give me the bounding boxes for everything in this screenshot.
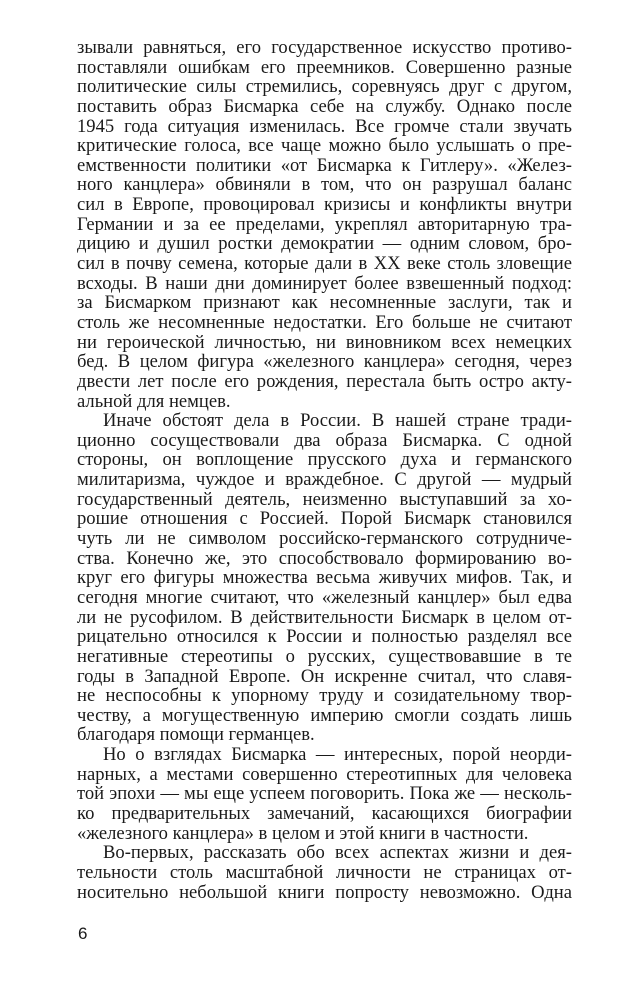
- text-line: тельности столь масштабной личности не страницах от-: [77, 861, 572, 883]
- text-line: поставляли ошибкам его преемников. Совершенно разные: [77, 56, 572, 78]
- text-line: Но о взглядах Бисмарка — интересных, порой неорди-: [103, 744, 572, 766]
- text-line: государственный деятель, неизменно выступавший за хо-: [77, 488, 572, 510]
- text-line: зывали равняться, его государственное искусство противо-: [77, 37, 572, 58]
- text-line: «железного канцлера» в целом и этой книги в частности.: [77, 822, 529, 844]
- text-line: ного канцлера» обвиняли в том, что он разрушал баланс: [77, 174, 572, 196]
- text-line: Во-первых, рассказать обо всех аспектах жизни и дея-: [103, 842, 572, 864]
- body-text: [77, 38, 572, 902]
- text-line: милитаризма, чуждое и враждебное. С другой — мудрый: [77, 469, 572, 491]
- text-line: двести лет после его рождения, перестала быть остро акту-: [77, 370, 572, 392]
- page-number: 6: [78, 924, 88, 943]
- text-line: нарных, а местами совершенно стереотипных для человека: [77, 763, 572, 785]
- text-line: рошие отношения с Россией. Порой Бисмарк становился: [77, 508, 572, 530]
- text-line: стороны, он воплощение прусского духа и германского: [77, 449, 572, 471]
- text-line: критические голоса, все чаще можно было услышать о пре-: [77, 135, 572, 157]
- paragraph: [77, 745, 572, 843]
- text-line: ко предварительных замечаний, касающихся биографии: [77, 802, 572, 824]
- text-line: бед. В целом фигура «железного канцлера» сегодня, через: [77, 351, 572, 373]
- text-line: негативные стереотипы о русских, существовавшие в те: [77, 645, 572, 667]
- text-line: Германии и за ее пределами, укреплял авторитарную тра-: [77, 213, 572, 235]
- text-line: не неспособны к упорному труду и созидательному твор-: [77, 685, 572, 707]
- text-line: честву, а могущественную империю смогли создать лишь: [77, 704, 572, 726]
- text-line: дицию и душил ростки демократии — одним словом, бро-: [77, 233, 572, 255]
- text-line: Иначе обстоят дела в России. В нашей стране тради-: [103, 410, 572, 432]
- text-line: столь же несомненные недостатки. Его больше не считают: [77, 311, 572, 333]
- text-line: ства. Конечно же, это способствовало формированию во-: [77, 547, 572, 569]
- text-line: благодаря помощи германцев.: [77, 724, 315, 746]
- text-line: за Бисмарком признают как несомненные заслуги, так и: [77, 292, 572, 314]
- text-line: политические силы стремились, соревнуясь друг с другом,: [77, 76, 572, 98]
- text-line: ли не русофилом. В действительности Бисмарк в целом от-: [77, 606, 572, 628]
- text-line: чуть ли не символом российско-германского сотрудниче-: [77, 528, 572, 550]
- text-line: альной для немцев.: [77, 390, 231, 412]
- text-line: круг его фигуры множества весьма живучих мифов. Так, и: [77, 567, 572, 589]
- text-line: рицательно относился к России и полностью разделял все: [77, 626, 572, 648]
- text-line: всходы. В наши дни доминирует более взвешенный подход:: [77, 272, 572, 294]
- text-line: сил в Европе, провоцировал кризисы и конфликты внутри: [77, 194, 572, 216]
- text-line: поставить образ Бисмарка себе на службу. Однако после: [77, 95, 572, 117]
- paragraph: [77, 411, 572, 745]
- text-line: 1945 года ситуация изменилась. Все громче стали звучать: [77, 115, 572, 137]
- text-line: сегодня многие считают, что «железный канцлер» был едва: [77, 586, 572, 608]
- text-line: той эпохи — мы еще успеем поговорить. Пока же — несколь-: [77, 783, 572, 805]
- paragraph: [77, 38, 572, 411]
- text-line: ни героической личностью, ни виновником всех немецких: [77, 331, 572, 353]
- text-line: ционно сосуществовали два образа Бисмарка. С одной: [77, 429, 572, 451]
- text-line: сил в почву семена, которые дали в XX веке столь зловещие: [77, 253, 572, 275]
- text-line: емственности политики «от Бисмарка к Гитлеру». «Желез-: [77, 154, 572, 176]
- text-line: годы в Западной Европе. Он искренне считал, что славя-: [77, 665, 572, 687]
- paragraph: [77, 843, 572, 902]
- text-line: носительно небольшой книги попросту невозможно. Одна: [77, 881, 572, 903]
